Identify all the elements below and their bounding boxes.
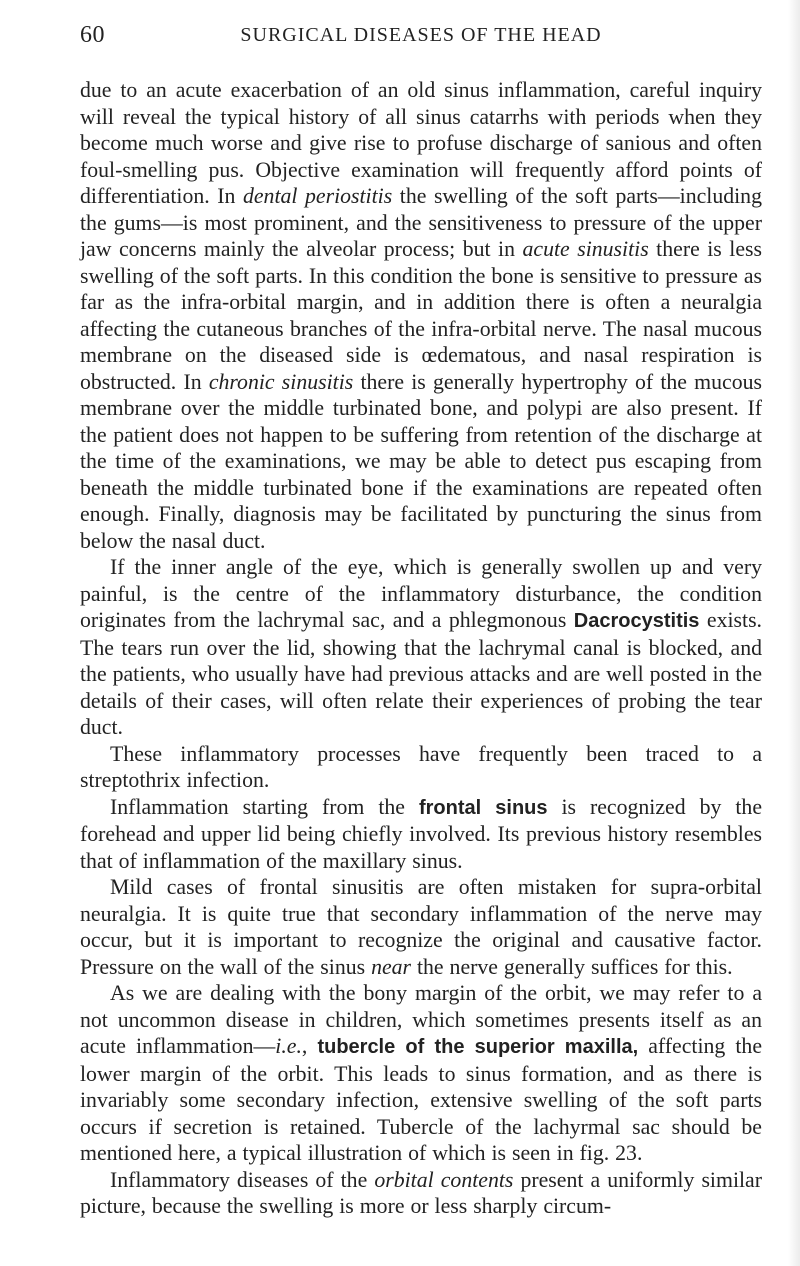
italic-term: dental periostitis xyxy=(242,184,393,208)
paragraph-text: present a uniformly similar picture, because the swelling is more or less sharply circum- xyxy=(80,1167,762,1218)
page-edge-shadow xyxy=(788,0,800,1266)
italic-term: orbital contents xyxy=(374,1167,514,1192)
paragraph-text: exists. The tears run over the lid, showing that the lachrymal canal is blocked, and the patients, who usually have had previous attacks and are well posted in the details of their cases, will often relate their experiences of probing the tear duct. xyxy=(80,608,763,739)
paragraph-text: If the inner angle of the eye, which is generally swollen up and very painful, is the centre of the inflammatory disturbance, the condition originates from the lachrymal sac, and a phlegmonous xyxy=(80,555,762,632)
paragraph-text: These inflammatory processes have frequently been traced to a streptothrix infection. xyxy=(80,741,762,792)
paragraph xyxy=(80,794,762,875)
paragraph xyxy=(80,874,762,980)
paragraph-text: Inflammation starting from the xyxy=(110,794,419,819)
bold-term: frontal sinus xyxy=(418,796,548,819)
running-head: SURGICAL DISEASES OF THE HEAD xyxy=(240,24,602,46)
paragraph-text: , xyxy=(301,1034,318,1058)
paragraph xyxy=(80,77,762,554)
paragraph xyxy=(80,1167,762,1220)
paragraph-text: Mild cases of frontal sinusitis are often mistaken for supra-orbital neuralgia. It is quite true that secondary inflammation of the nerve may occur, but it is important to recognize the original and causative factor. Pressure on the wall of the sinus xyxy=(80,875,762,979)
paragraph-text: there is generally hypertrophy of the mucous membrane over the middle turbinated bone, and polypi are also present. If the patient does not happen to be suffering from retention of the discharge at the time of the examinations, we may be able to detect pus escaping from beneath the middle turbinated bone if the examinations are repeated often enough. Finally, diagnosis may be facilitated by puncturing the sinus from below the nasal duct. xyxy=(80,369,762,553)
body-text xyxy=(80,77,762,1220)
paragraph-text: the swelling of the soft parts—including the gums—is most prominent, and the sensitiveness to pressure of the upper jaw concerns mainly the alveolar process; but in xyxy=(80,184,762,261)
paragraph-text: the nerve generally suffices for this. xyxy=(411,954,733,979)
bold-term: Dacrocystitis xyxy=(573,610,700,632)
page-number: 60 xyxy=(80,22,105,48)
paragraph xyxy=(80,741,762,794)
italic-term: i.e. xyxy=(275,1034,302,1058)
paragraph-text: there is less swelling of the soft parts. In this condition the bone is sensitive to pressure as far as the infra-orbital margin, and in addition there is often a neuralgia affecting the cutaneous branches of the infra-orbital nerve. The nasal mucous membrane on the diseased side is œdematous, and nasal respiration is obstructed. In xyxy=(80,237,762,394)
paragraph xyxy=(80,980,762,1167)
italic-term: chronic sinusitis xyxy=(208,369,354,394)
italic-term: acute sinusitis xyxy=(522,237,649,261)
paragraph-text: is recognized by the forehead and upper lid being chiefly involved. Its previous history resembles that of inflammation of the maxillary sinus. xyxy=(80,794,762,873)
paragraph-text: due to an acute exacerbation of an old sinus inflammation, careful inquiry will reveal the typical history of all sinus catarrhs with periods when they become much worse and give rise to profuse discharge of sanious and often foul-smelling pus. Objective examination will frequently afford points of differentiation. In xyxy=(80,78,762,208)
paragraph-text: affecting the lower margin of the orbit. This leads to sinus formation, and as there is invariably some secondary infection, extensive swelling of the soft parts occurs if secretion is retained. Tubercle of the lachyrmal sac should be mentioned here, a typical illustration of which is seen in fig. 23. xyxy=(80,1034,762,1165)
paragraph-text: As we are dealing with the bony margin of the orbit, we may refer to a not uncommon disease in children, which sometimes presents itself as an acute inflammation— xyxy=(80,981,762,1058)
paragraph xyxy=(80,554,762,741)
bold-term: tubercle of the superior maxilla, xyxy=(317,1036,639,1058)
page-header xyxy=(80,22,762,62)
italic-term: near xyxy=(371,954,412,979)
paragraph-text: Inflammatory diseases of the xyxy=(110,1167,375,1192)
